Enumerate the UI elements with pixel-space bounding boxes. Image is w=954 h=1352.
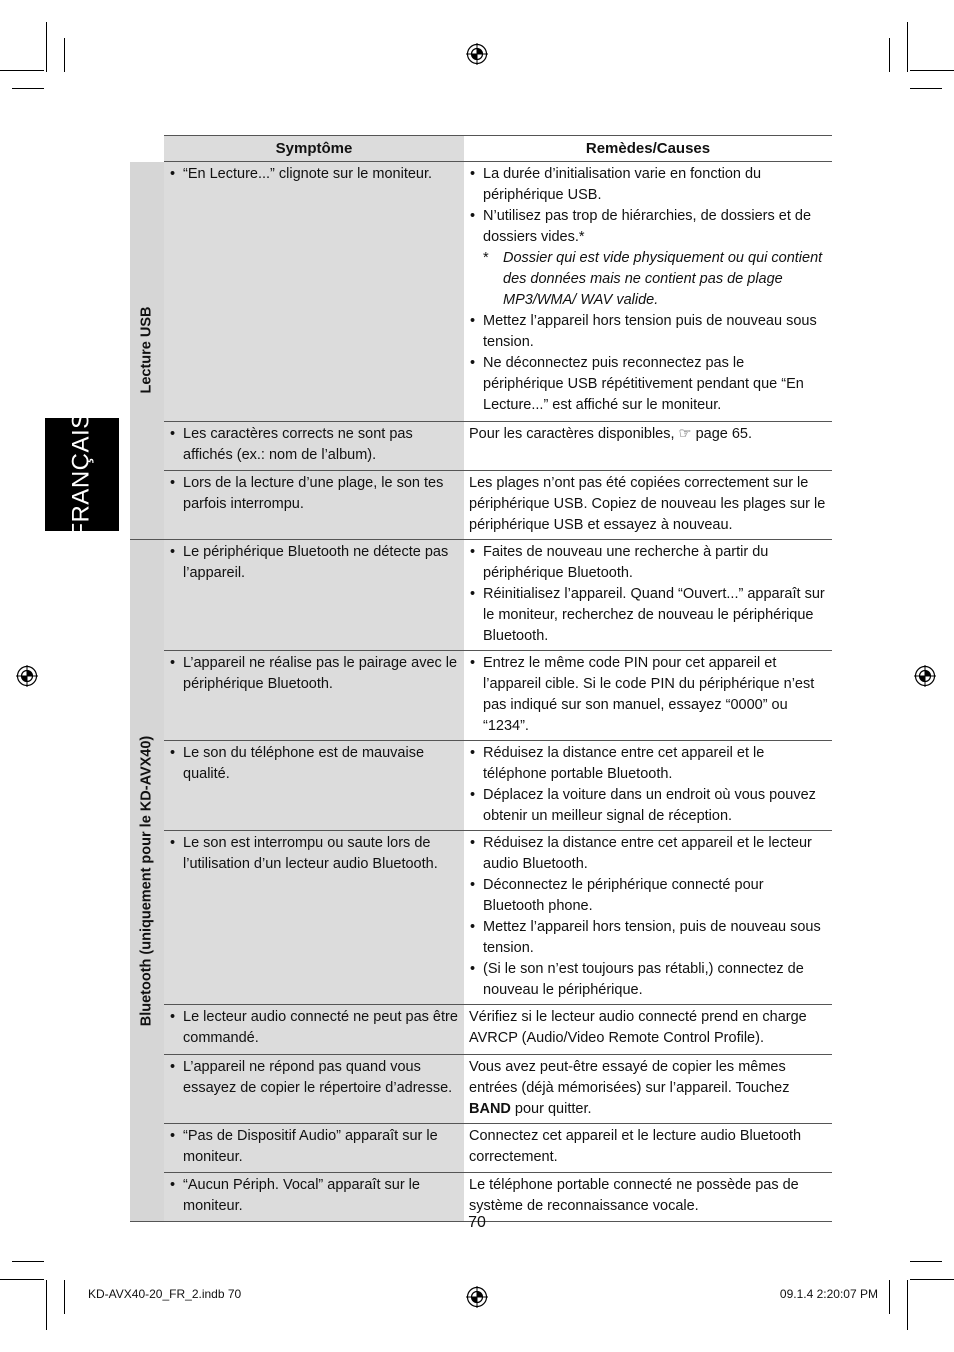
remedy-text: Pour les caractères disponibles, ☞ page 65. <box>469 426 753 442</box>
table-row <box>130 1124 832 1173</box>
crop-mark <box>907 22 908 72</box>
symptom-text: • “En Lecture...” clignote sur le moniteur. <box>169 164 459 185</box>
symptom-cell <box>164 651 464 741</box>
remedy-text <box>469 1057 827 1120</box>
page-number: 70 <box>468 1214 486 1231</box>
registration-mark-icon <box>16 665 38 687</box>
table-row <box>130 471 832 540</box>
footnote-mark: * <box>483 250 489 266</box>
symptom-cell <box>164 162 464 422</box>
crop-mark <box>910 1279 954 1280</box>
crop-mark <box>64 1280 65 1314</box>
symptom-text: • Le son du téléphone est de mauvaise qualité. <box>169 743 459 785</box>
table-row <box>130 422 832 471</box>
remedy-bullet: • Réduisez la distance entre cet appareil et le téléphone portable Bluetooth. <box>469 743 827 785</box>
registration-mark-icon <box>466 1286 488 1308</box>
table-row <box>130 741 832 831</box>
footnote-text: Dossier qui est vide physiquement ou qui contient des données mais ne contient pas de plage MP3/WMA/ WAV valide. <box>503 250 823 308</box>
crop-mark <box>910 88 942 89</box>
remedy-cell <box>464 1124 832 1173</box>
crop-mark <box>12 88 44 89</box>
table-row <box>130 831 832 1005</box>
symptom-cell <box>164 540 464 651</box>
remedy-cell <box>464 471 832 540</box>
symptom-cell <box>164 422 464 471</box>
remedy-footnote <box>469 248 827 311</box>
remedy-text-pre: Vous avez peut-être essayé de copier les mêmes entrées (déjà mémorisées) sur l’appareil. Touchez <box>469 1059 790 1096</box>
remedy-cell <box>464 1055 832 1124</box>
symptom-text: • Le périphérique Bluetooth ne détecte pas l’appareil. <box>169 542 459 584</box>
category-bluetooth <box>130 540 164 1222</box>
remedy-text: Connectez cet appareil et le lecture audio Bluetooth correctement. <box>469 1128 802 1165</box>
symptom-text: • “Pas de Dispositif Audio” apparaît sur le moniteur. <box>169 1126 459 1168</box>
remedy-cell <box>464 741 832 831</box>
language-tab <box>45 411 119 538</box>
footer-datetime: 09.1.4 2:20:07 PM <box>779 1287 878 1301</box>
remedy-bullet: • Réduisez la distance entre cet appareil et le lecteur audio Bluetooth. <box>469 833 827 875</box>
remedy-bullet: • Mettez l’appareil hors tension puis de nouveau sous tension. <box>469 311 827 353</box>
remedy-bullet: • Déconnectez le périphérique connecté pour Bluetooth phone. <box>469 875 827 917</box>
symptom-text: • “Aucun Périph. Vocal” apparaît sur le moniteur. <box>169 1175 459 1217</box>
remedy-bullet: • Entrez le même code PIN pour cet appareil et l’appareil cible. Si le code PIN du périphérique n’est pas indiqué sur son manuel, essayez “0000” ou “1234”. <box>469 653 827 737</box>
crop-mark <box>46 1280 47 1330</box>
registration-mark-icon <box>914 665 936 687</box>
remedy-cell <box>464 831 832 1005</box>
crop-mark <box>889 1280 890 1314</box>
crop-mark <box>64 38 65 72</box>
remedy-bullet: • N’utilisez pas trop de hiérarchies, de dossiers et de dossiers vides.* <box>469 206 827 248</box>
table-row <box>130 651 832 741</box>
crop-mark <box>46 22 47 72</box>
remedy-bullet: • Mettez l’appareil hors tension, puis de nouveau sous tension. <box>469 917 827 959</box>
remedy-text-post: pour quitter. <box>514 1101 592 1117</box>
remedy-text: Le téléphone portable connecté ne possède pas de système de reconnaissance vocale. <box>469 1177 799 1214</box>
table-row <box>130 162 832 422</box>
symptom-text: • Les caractères corrects ne sont pas affichés (ex.: nom de l’album). <box>169 424 459 466</box>
remedy-cell <box>464 1005 832 1055</box>
troubleshooting-table <box>130 135 832 1222</box>
symptom-text: • L’appareil ne réalise pas le pairage avec le périphérique Bluetooth. <box>169 653 459 695</box>
remedy-text: Vérifiez si le lecteur audio connecté prend en charge AVRCP (Audio/Video Remote Control Profile). <box>469 1009 807 1046</box>
symptom-text: • Le son est interrompu ou saute lors de l’utilisation d’un lecteur audio Bluetooth. <box>169 833 459 875</box>
crop-mark <box>889 38 890 72</box>
crop-mark <box>910 70 954 71</box>
remedy-bullet: • Faites de nouveau une recherche à partir du périphérique Bluetooth. <box>469 542 827 584</box>
crop-mark <box>910 1261 942 1262</box>
band-key-label: BAND <box>469 1101 511 1117</box>
remedy-bullet: • La durée d’initialisation varie en fonction du périphérique USB. <box>469 164 827 206</box>
table-row <box>130 540 832 651</box>
registration-mark-icon <box>466 43 488 65</box>
remedy-cell <box>464 162 832 422</box>
symptom-text: • L’appareil ne répond pas quand vous essayez de copier le répertoire d’adresse. <box>169 1057 459 1099</box>
remedy-cell <box>464 540 832 651</box>
symptom-cell <box>164 1124 464 1173</box>
remedy-bullet: • Ne déconnectez puis reconnectez pas le périphérique USB répétitivement pendant que “En Lecture...” est affiché sur le moniteur. <box>469 353 827 416</box>
footer-file: KD-AVX40-20_FR_2.indb 70 <box>88 1287 242 1301</box>
symptom-cell <box>164 831 464 1005</box>
remedy-cell <box>464 651 832 741</box>
symptom-cell <box>164 741 464 831</box>
table-row <box>130 1055 832 1124</box>
symptom-cell <box>164 1005 464 1055</box>
table-row <box>130 1005 832 1055</box>
header-remedy: Remèdes/Causes <box>464 136 832 162</box>
crop-mark <box>0 70 44 71</box>
remedy-text: Les plages n’ont pas été copiées correctement sur le périphérique USB. Copiez de nouveau les plages sur le périphérique USB et essayez à nouveau. <box>469 475 826 533</box>
symptom-cell <box>164 1055 464 1124</box>
category-label: Lecture USB <box>138 306 155 394</box>
remedy-bullet: • Déplacez la voiture dans un endroit où vous pouvez obtenir un meilleur signal de réception. <box>469 785 827 827</box>
header-spacer <box>130 136 164 162</box>
table-header-row <box>130 136 832 162</box>
language-tab-label: FRANÇAIS <box>68 411 96 538</box>
symptom-text: • Le lecteur audio connecté ne peut pas être commandé. <box>169 1007 459 1049</box>
crop-mark <box>0 1279 44 1280</box>
crop-mark <box>907 1280 908 1330</box>
remedy-bullet: • Réinitialisez l’appareil. Quand “Ouvert...” apparaît sur le moniteur, recherchez de nouveau le périphérique Bluetooth. <box>469 584 827 647</box>
symptom-text: • Lors de la lecture d’une plage, le son tes parfois interrompu. <box>169 473 459 515</box>
category-usb <box>130 162 164 540</box>
header-symptom: Symptôme <box>164 136 464 162</box>
remedy-bullet: • (Si le son n’est toujours pas rétabli,) connectez de nouveau le périphérique. <box>469 959 827 1001</box>
crop-mark <box>12 1261 44 1262</box>
remedy-cell <box>464 422 832 471</box>
category-label: Bluetooth (uniquement pour le KD-AVX40) <box>138 735 155 1026</box>
symptom-cell <box>164 471 464 540</box>
